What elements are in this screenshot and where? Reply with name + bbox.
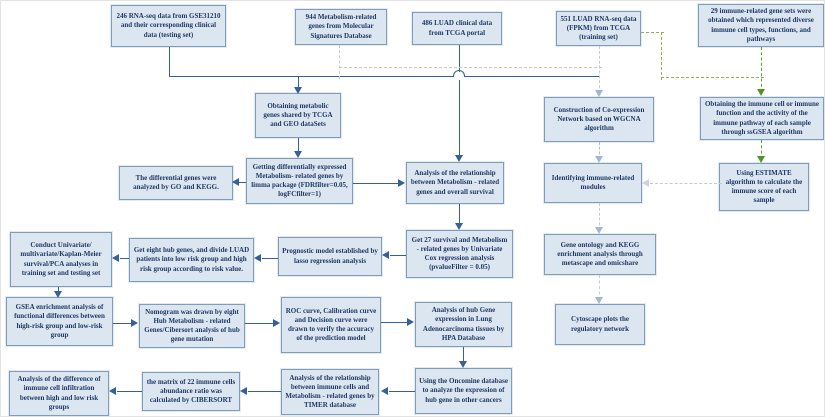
connector-cibersort-to-infiltration — [117, 391, 142, 392]
box-gsea-enrichment: GSEA enrichment analysis of functional differences between high-risk group and low-risk group — [6, 297, 113, 346]
arrowhead-to-metascape — [595, 227, 603, 234]
connector-estimate-to-modules-dashed — [650, 183, 722, 184]
box-survival-pca-analyses: Conduct Univariate/ multivariate/Kaplan-Meier survival/PCA analyses in training set and testing set — [10, 232, 112, 287]
box-lasso-model: Prognostic model established by lasso regression analysis — [278, 237, 382, 276]
box-ssgsea: Obtaining the immune cell or immune function and the activity of the immune pathway of each sample through ssGSEA algorithm — [700, 97, 824, 140]
connector-tcga-to-wgcna-dashed — [599, 46, 600, 93]
connector-cox-to-lasso — [390, 255, 406, 256]
box-wgcna-network: Construction of Co-expression Network based on WGCNA algorithm — [544, 97, 654, 142]
connector-modules-to-metascape-dashed — [599, 203, 600, 230]
connector-tcga-elbow-down-dashed — [661, 32, 662, 80]
connector-limma-to-gokegg — [239, 182, 246, 183]
arrowhead-wgcna-to-modules — [595, 156, 603, 163]
box-oncomine-pancancer: Using the Oncomine database to analyze the expression of hub gene in other cancers — [415, 368, 512, 414]
arrowhead-to-cibersort — [240, 387, 247, 395]
connector-lasso-to-hubgenes — [262, 258, 278, 259]
box-tcga-clinical: 486 LUAD clinical data from TCGA portal — [412, 12, 502, 45]
connector-survival-to-cox — [459, 204, 460, 223]
arrowhead-to-gokegg — [232, 178, 239, 186]
box-univariate-cox: Get 27 survival and Metabolism - related genes by Univariate Cox regression analysis (pvalueFilter = 0.05) — [406, 230, 513, 278]
connector-oncomine-to-timer — [389, 391, 415, 392]
box-cytoscape-network: Cytoscape plots the regulatory network — [555, 304, 645, 345]
arrowhead-to-analyses — [112, 254, 119, 262]
connector-merge-horizontal-right — [465, 76, 599, 77]
connector-msigdb-down-dashed — [339, 45, 340, 79]
box-survival-relationship: Analysis of the relationship between Metabolism - related genes and overall survival — [406, 162, 504, 204]
connector-to-shared-genes — [298, 76, 299, 87]
arrowhead-to-cox — [455, 223, 463, 230]
box-eight-hub-genes: Get eight hub genes, and divide LUAD patients into low risk group and high risk group according to risk value. — [129, 238, 254, 282]
box-estimate-score: Using ESTIMATE algorithm to calculate the immune score of each sample — [719, 163, 809, 211]
box-immune-gene-sets: 29 immune-related gene sets were obtained which represented diverse immune cell types, functions, and pathways — [698, 4, 824, 47]
connector-msigdb-to-tcga-dashed — [339, 67, 602, 68]
box-nomogram-cibersort: Nomogram was drawn by eight Hub Metabolism - related Genes/Cibersort analysis of hub gene mutation — [139, 304, 245, 348]
connector-immunesets-to-ssgsea-dashed — [761, 47, 762, 92]
connector-limma-to-survival — [353, 183, 398, 184]
box-tcga-rnaseq-training-set: 551 LUAD RNA-seq data (FPKM) from TCGA (training set) — [556, 11, 641, 46]
connector-gsea-to-nomogram — [113, 323, 131, 324]
arrowhead-to-gsea — [54, 291, 62, 298]
box-roc-calibration: ROC curve, Calibration curve and Decision curve were drawn to verify the accuracy of the prediction model — [281, 297, 381, 353]
arrowhead-to-cytoscape — [595, 297, 603, 304]
arrowhead-to-nomogram — [131, 319, 138, 327]
arrowhead-to-oncomine — [459, 361, 467, 368]
connector-hubgenes-to-analyses — [120, 258, 129, 259]
box-go-kegg: The differential genes were analyzed by GO and KEGG. — [119, 166, 233, 200]
arrowhead-to-wgcna — [595, 90, 603, 97]
arrowhead-to-modules — [642, 179, 649, 187]
connector-shared-to-limma — [298, 138, 299, 151]
arrowhead-to-limma — [294, 151, 302, 158]
box-shared-metabolic-genes: Obtaining metabolic genes shared by TCGA and GEO dataSets — [255, 93, 341, 138]
box-infiltration-difference: Analysis of the difference of immune cell infiltration between high and low risk groups — [9, 371, 109, 416]
box-cibersort-matrix: the matrix of 22 immune cells abundance ratio was calculated by CIBERSORT — [142, 372, 240, 411]
arrowhead-to-hubgenes — [254, 254, 261, 262]
box-hpa-expression: Analysis of hub Gene expression in Lung Adenocarcinoma tissues by HPA Database — [415, 302, 512, 347]
arrowhead-to-estimate — [757, 156, 765, 163]
arrowhead-to-infiltration — [109, 387, 116, 395]
connector-roc-to-hpa — [381, 322, 407, 323]
connector-geo-down — [169, 47, 170, 76]
arrowhead-to-shared-genes — [294, 87, 302, 94]
arrowhead-to-survival-relationship — [455, 155, 463, 162]
arrowhead-to-ssgsea — [757, 89, 765, 96]
arrowhead-to-roc — [273, 319, 280, 327]
box-msigdb-genes: 944 Metabolism-related genes from Molecular Signatures Database — [295, 9, 387, 45]
connector-tcga-elbow-right-dashed — [661, 77, 764, 78]
box-metascape-enrichment: Gene ontology and KEGG enrichment analysis through metascape and omicshare — [544, 234, 656, 275]
arrowhead-to-timer — [381, 387, 388, 395]
box-immune-modules: Identifying immune-related modules — [544, 163, 642, 203]
connector-timer-to-cibersort — [248, 391, 281, 392]
connector-clinical-down-lower — [459, 80, 460, 155]
arrowhead-to-lasso — [382, 251, 389, 259]
box-geo-testing-set: 246 RNA-seq data from GSE31210 and their corresponding clinical data (testing set) — [111, 5, 226, 47]
box-limma-deg: Getting differentially expressed Metabolism- related genes by limma package (FDRfilter=0.05, logFCfilter=1) — [246, 158, 353, 204]
arrowhead-to-hpa — [407, 318, 414, 326]
connector-merge-horizontal-left — [169, 76, 453, 77]
arrowhead-to-survival — [398, 179, 405, 187]
box-timer-analysis: Analysis of the relationship between immune cells and Metabolism - related genes by TIMER database — [281, 369, 379, 415]
connector-hpa-to-oncomine — [463, 347, 464, 361]
connector-nomogram-to-roc — [245, 323, 273, 324]
